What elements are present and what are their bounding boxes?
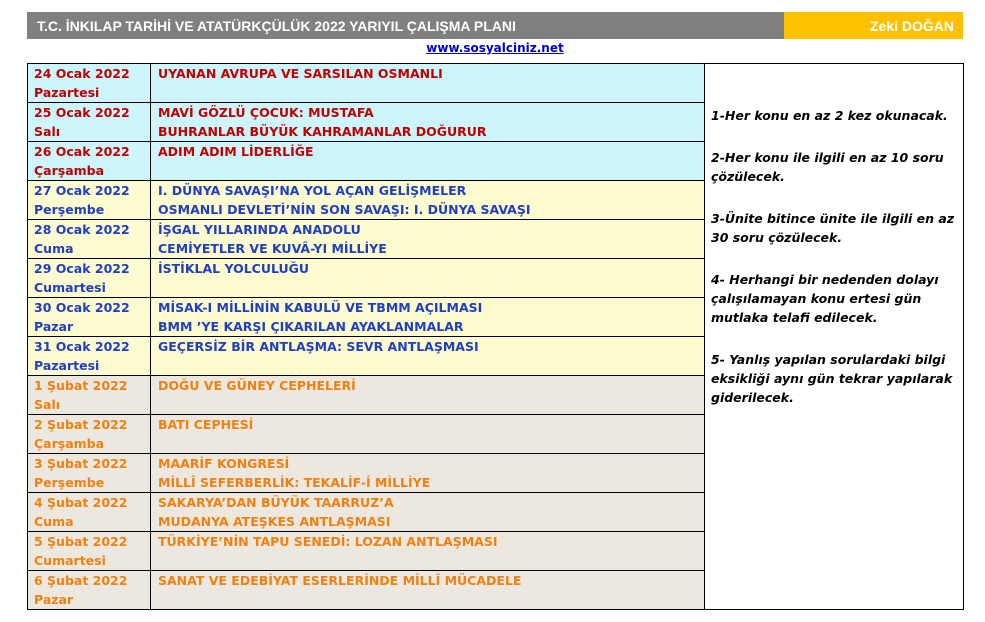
topic-text: GEÇERSİZ BİR ANTLAŞMA: SEVR ANTLAŞMASI <box>158 339 479 354</box>
date-text: 2 Şubat 2022 <box>34 417 128 432</box>
note-item: 5- Yanlış yapılan sorulardaki bilgi eksikliği aynı gün tekrar yapılarak giderilecek. <box>711 352 953 405</box>
date-cell <box>28 298 151 337</box>
day-text: Pazar <box>34 592 74 607</box>
topic-text: BATI CEPHESİ <box>158 417 254 432</box>
topic-cell <box>151 337 705 376</box>
day-text: Pazartesi <box>34 358 100 373</box>
date-text: 3 Şubat 2022 <box>34 456 128 471</box>
date-text: 25 Ocak 2022 <box>34 105 130 120</box>
day-text: Pazar <box>34 319 74 334</box>
topic-text-2: CEMİYETLER VE KUVÂ-YI MİLLİYE <box>158 241 387 256</box>
topic-text: İSTİKLAL YOLCULUĞU <box>158 261 310 276</box>
author-name: Zeki DOĞAN <box>784 12 963 39</box>
day-text: Cuma <box>34 514 74 529</box>
topic-text: SANAT VE EDEBİYAT ESERLERİNDE MİLLÎ MÜCADELE <box>158 573 522 588</box>
topic-cell <box>151 181 705 220</box>
date-cell <box>28 181 151 220</box>
date-text: 28 Ocak 2022 <box>34 222 130 237</box>
note-item: 2-Her konu ile ilgili en az 10 soru çözülecek. <box>711 150 944 184</box>
day-text: Salı <box>34 124 61 139</box>
topic-text: I. DÜNYA SAVAŞI’NA YOL AÇAN GELİŞMELER <box>158 183 467 198</box>
topic-text: MAVİ GÖZLÜ ÇOCUK: MUSTAFA <box>158 105 374 120</box>
date-text: 26 Ocak 2022 <box>34 144 130 159</box>
notes-cell <box>705 64 964 610</box>
topic-text: MİSAK-I MİLLİNİN KABULÜ VE TBMM AÇILMASI <box>158 300 483 315</box>
topic-cell <box>151 571 705 610</box>
topic-text: MAARİF KONGRESİ <box>158 456 290 471</box>
topic-text-2: BMM ’YE KARŞI ÇIKARILAN AYAKLANMALAR <box>158 319 464 334</box>
topic-text-2: OSMANLI DEVLETİ’NİN SON SAVAŞI: I. DÜNYA SAVAŞI <box>158 202 531 217</box>
date-text: 29 Ocak 2022 <box>34 261 130 276</box>
table-row <box>28 64 964 103</box>
day-text: Çarşamba <box>34 436 105 451</box>
date-text: 6 Şubat 2022 <box>34 573 128 588</box>
date-cell <box>28 259 151 298</box>
topic-text-2: MUDANYA ATEŞKES ANTLAŞMASI <box>158 514 391 529</box>
date-text: 1 Şubat 2022 <box>34 378 128 393</box>
header-bar <box>27 12 963 39</box>
day-text: Cumartesi <box>34 280 106 295</box>
note-item: 3-Ünite bitince ünite ile ilgili en az 30 soru çözülecek. <box>711 211 955 245</box>
date-cell <box>28 142 151 181</box>
note-item: 4- Herhangi bir nedenden dolayı çalışılamayan konu ertesi gün mutlaka telafi edilecek. <box>711 272 939 325</box>
topic-cell <box>151 493 705 532</box>
day-text: Cuma <box>34 241 74 256</box>
day-text: Cumartesi <box>34 553 106 568</box>
note-item: 1-Her konu en az 2 kez okunacak. <box>711 108 948 123</box>
study-plan-table <box>27 63 964 610</box>
day-text: Pazartesi <box>34 85 100 100</box>
date-cell <box>28 532 151 571</box>
day-text: Salı <box>34 397 61 412</box>
date-cell <box>28 220 151 259</box>
date-text: 30 Ocak 2022 <box>34 300 130 315</box>
topic-cell <box>151 532 705 571</box>
topic-cell <box>151 142 705 181</box>
topic-cell <box>151 454 705 493</box>
date-cell <box>28 103 151 142</box>
topic-text-2: BUHRANLAR BÜYÜK KAHRAMANLAR DOĞURUR <box>158 124 487 139</box>
page-title: T.C. İNKILAP TARİHİ VE ATATÜRKÇÜLÜK 2022 YARIYIL ÇALIŞMA PLANI <box>27 12 784 39</box>
date-text: 24 Ocak 2022 <box>34 66 130 81</box>
topic-cell <box>151 64 705 103</box>
date-text: 5 Şubat 2022 <box>34 534 128 549</box>
date-cell <box>28 415 151 454</box>
topic-text: İŞGAL YILLARINDA ANADOLU <box>158 222 361 237</box>
topic-cell <box>151 415 705 454</box>
topic-cell <box>151 376 705 415</box>
date-text: 27 Ocak 2022 <box>34 183 130 198</box>
topic-text: TÜRKİYE’NİN TAPU SENEDİ: LOZAN ANTLAŞMASI <box>158 534 498 549</box>
day-text: Perşembe <box>34 202 105 217</box>
day-text: Perşembe <box>34 475 105 490</box>
topic-cell <box>151 220 705 259</box>
website-link[interactable]: www.sosyalciniz.net <box>426 41 564 55</box>
date-cell <box>28 571 151 610</box>
topic-cell <box>151 298 705 337</box>
date-cell <box>28 376 151 415</box>
topic-text: DOĞU VE GÜNEY CEPHELERİ <box>158 378 356 393</box>
topic-text: SAKARYA’DAN BÜYÜK TAARRUZ’A <box>158 495 394 510</box>
date-cell <box>28 454 151 493</box>
topic-text-2: MİLLÎ SEFERBERLİK: TEKALİF-İ MİLLİYE <box>158 475 431 490</box>
topic-cell <box>151 259 705 298</box>
topic-text: UYANAN AVRUPA VE SARSILAN OSMANLI <box>158 66 443 81</box>
date-text: 4 Şubat 2022 <box>34 495 128 510</box>
date-cell <box>28 337 151 376</box>
topic-cell <box>151 103 705 142</box>
date-text: 31 Ocak 2022 <box>34 339 130 354</box>
topic-text: ADIM ADIM LİDERLİĞE <box>158 144 314 159</box>
day-text: Çarşamba <box>34 163 105 178</box>
date-cell <box>28 64 151 103</box>
date-cell <box>28 493 151 532</box>
